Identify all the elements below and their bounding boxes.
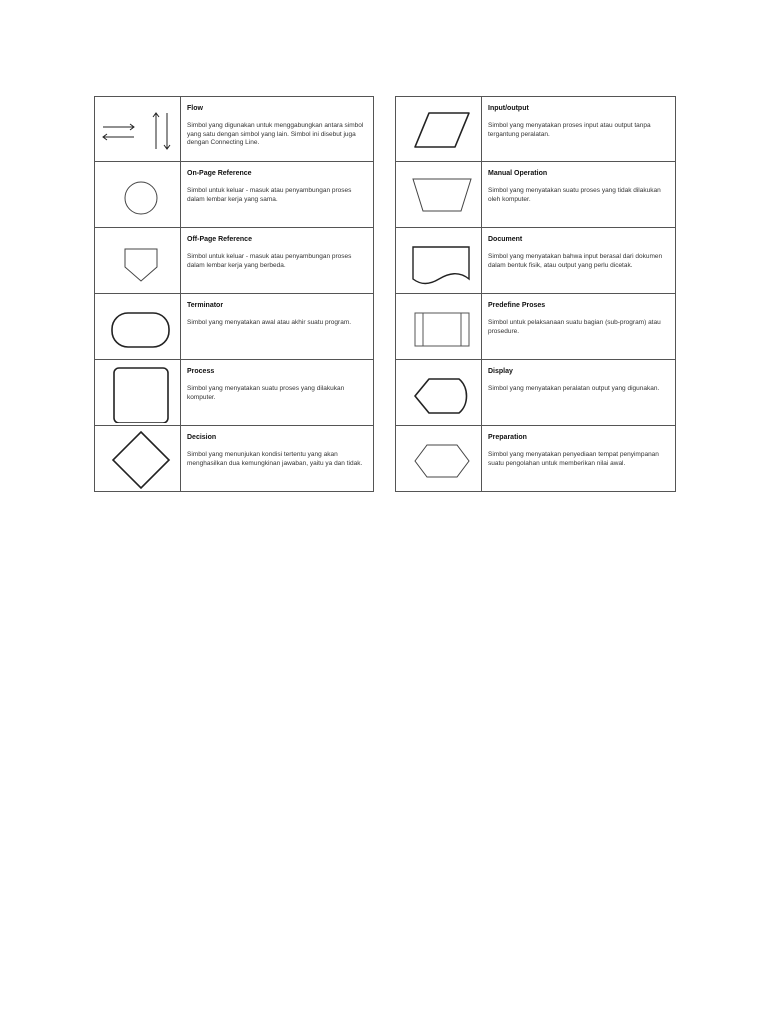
symbol-description xyxy=(181,294,373,359)
symbol-description xyxy=(181,426,373,491)
pentagon-down-icon xyxy=(98,231,178,291)
symbol-title: Decision xyxy=(187,434,217,441)
symbol-cell xyxy=(396,228,482,293)
symbol-text: Simbol untuk keluar - masuk atau penyambungan proses dalam lembar kerja yang berbeda. xyxy=(187,253,352,269)
symbol-description xyxy=(482,97,675,161)
symbols-table-left xyxy=(94,96,374,492)
symbol-row-terminator xyxy=(94,294,374,360)
symbol-row-document xyxy=(395,228,676,294)
symbol-title: Off-Page Reference xyxy=(187,236,252,243)
symbol-title: Document xyxy=(488,236,523,243)
symbol-row-input-output xyxy=(395,96,676,162)
symbol-cell xyxy=(396,426,482,491)
symbol-description xyxy=(482,294,675,359)
parallelogram-icon xyxy=(399,99,479,159)
symbol-text: Simbol yang digunakan untuk menggabungkan antara simbol yang satu dengan simbol yang lain. Simbol ini disebut juga dengan Connecting Line. xyxy=(187,122,364,146)
symbol-row-preparation xyxy=(395,426,676,492)
symbol-title: Predefine Proses xyxy=(488,302,546,309)
symbol-text: Simbol yang menyatakan peralatan output yang digunakan. xyxy=(488,385,660,392)
symbol-text: Simbol untuk pelaksanaan suatu bagian (sub-program) atau prosedure. xyxy=(488,319,661,335)
symbol-cell xyxy=(95,228,181,293)
symbol-row-predefine-proses xyxy=(395,294,676,360)
display-icon xyxy=(399,363,479,423)
symbol-row-off-page-reference xyxy=(94,228,374,294)
symbol-title: On-Page Reference xyxy=(187,170,252,177)
symbol-text: Simbol yang menunjukan kondisi tertentu yang akan menghasilkan dua kemungkinan jawaban, yaitu ya dan tidak. xyxy=(187,451,363,467)
predefined-process-icon xyxy=(399,297,479,357)
symbol-row-decision xyxy=(94,426,374,492)
symbol-cell xyxy=(396,360,482,425)
symbol-title: Display xyxy=(488,368,513,375)
document-icon xyxy=(399,231,479,291)
symbol-description xyxy=(181,97,373,161)
symbol-cell xyxy=(396,162,482,227)
symbol-text: Simbol yang menyatakan awal atau akhir suatu program. xyxy=(187,319,352,326)
symbol-title: Preparation xyxy=(488,434,527,441)
symbol-cell xyxy=(396,97,482,161)
symbol-row-on-page-reference xyxy=(94,162,374,228)
symbol-title: Flow xyxy=(187,105,203,112)
diamond-icon xyxy=(98,428,178,490)
symbol-text: Simbol yang menyatakan suatu proses yang tidak dilakukan oleh komputer. xyxy=(488,187,661,203)
symbol-text: Simbol untuk keluar - masuk atau penyambungan proses dalam lembar kerja yang sama. xyxy=(187,187,352,203)
symbol-description xyxy=(181,228,373,293)
symbol-cell xyxy=(95,360,181,425)
symbol-description xyxy=(482,228,675,293)
symbol-description xyxy=(181,162,373,227)
symbol-cell xyxy=(95,294,181,359)
symbol-description xyxy=(482,162,675,227)
symbol-row-flow xyxy=(94,96,374,162)
rounded-rect-icon xyxy=(98,297,178,357)
symbol-cell xyxy=(95,162,181,227)
circle-icon xyxy=(98,165,178,225)
symbol-text: Simbol yang menyatakan penyediaan tempat penyimpanan suatu pengolahan untuk memberikan nilai awal. xyxy=(488,451,659,467)
symbol-title: Process xyxy=(187,368,215,375)
symbol-row-process xyxy=(94,360,374,426)
square-icon xyxy=(98,363,178,423)
symbol-description xyxy=(482,426,675,491)
symbol-cell xyxy=(396,294,482,359)
symbol-row-manual-operation xyxy=(395,162,676,228)
symbol-description xyxy=(181,360,373,425)
symbol-title: Input/output xyxy=(488,105,529,112)
trapezoid-icon xyxy=(399,165,479,225)
flow-arrows-icon xyxy=(98,99,178,159)
symbol-description xyxy=(482,360,675,425)
hexagon-icon xyxy=(399,429,479,489)
symbols-table-right xyxy=(395,96,676,492)
symbol-cell xyxy=(95,97,181,161)
symbol-title: Manual Operation xyxy=(488,170,548,177)
symbol-title: Terminator xyxy=(187,302,224,309)
symbol-text: Simbol yang menyatakan proses input atau output tanpa tergantung peralatan. xyxy=(488,122,651,138)
symbol-row-display xyxy=(395,360,676,426)
symbol-cell xyxy=(95,426,181,491)
symbol-text: Simbol yang menyatakan suatu proses yang dilakukan komputer. xyxy=(187,385,345,401)
symbol-text: Simbol yang menyatakan bahwa input berasal dari dokumen dalam bentuk fisik, atau output yang perlu dicetak. xyxy=(488,253,663,269)
